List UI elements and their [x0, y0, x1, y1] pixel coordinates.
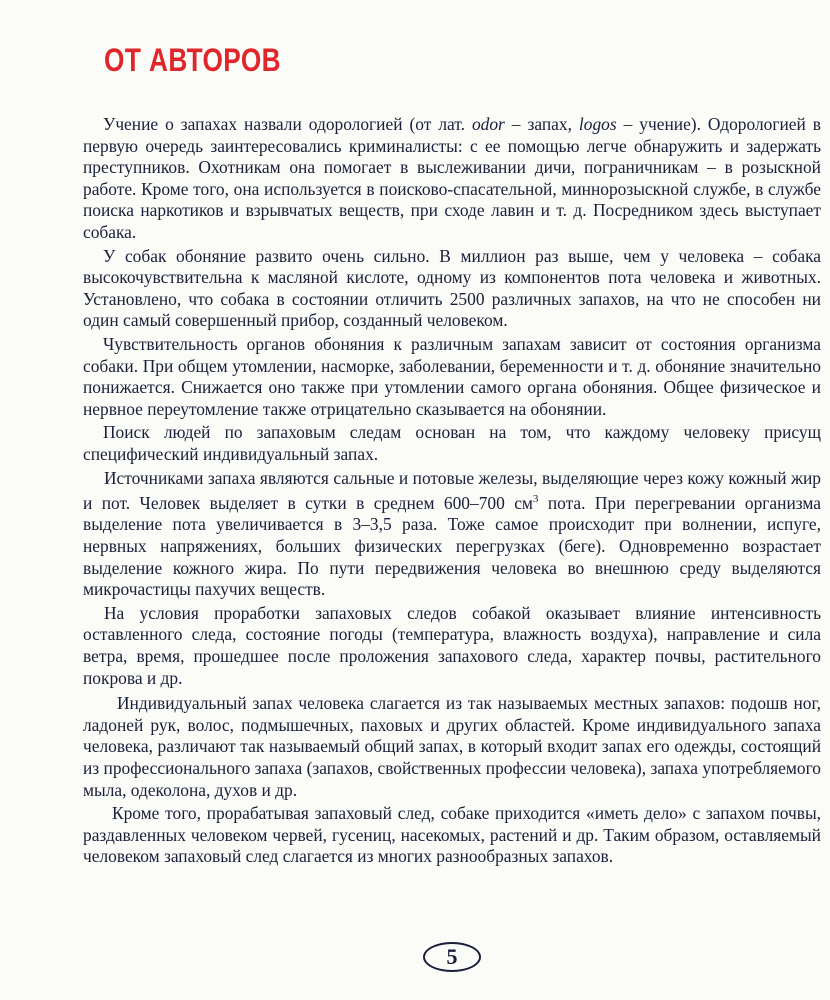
latin-term-odor: odor	[471, 114, 505, 134]
paragraph-6: На условия проработки запаховых следов собакой оказывает влияние интенсивность оставленного следа, состояние погоды (температура, влажность воздуха), направление и сила ветра, время, прошедшее после проложения запахового следа, характер почвы, растительного покрова и др.	[83, 602, 821, 688]
paragraph-5-after: пота. При перегревании организма выделение пота увеличивается в 3–3,5 раза. Тоже самое происходит при волнении, испуге, нервных напряжениях, больших физических перегрузках (беге). Одновременно возрастает выделение кожного жира. По пути передвижения человека во внешнюю среду выделяются микрочастицы пахучих веществ.	[83, 492, 821, 600]
superscript-3: 3	[532, 493, 539, 506]
paragraph-2: У собак обоняние развито очень сильно. В миллион раз выше, чем у человека – собака высокочувствительна к масляной кислоте, одному из компонентов пота человека и животных. Установлено, что собака в состоянии отличить 2500 различных запахов, на что не способен ни один самый совершенный прибор, созданный человеком.	[83, 245, 821, 331]
body-text	[83, 114, 821, 870]
paragraph-5-before: Источниками запаха являются сальные и потовые железы, выделяющие через кожу кожный жир и пот. Человек выделяет в сутки в среднем 600–700 см	[83, 467, 821, 513]
paragraph-3: Чувствительность органов обоняния к различным запахам зависит от состояния организма собаки. При общем утомлении, насморке, заболевании, беременности и т. д. обоняние значительно понижается. Снижается оно также при утомлении самого органа обоняния. Общее физическое и нервное переутомление также отрицательно сказывается на обонянии.	[83, 333, 821, 419]
paragraph-1-middle: – запах,	[504, 114, 579, 134]
paragraph-8: Кроме того, прорабатывая запаховый след, собаке приходится «иметь дело» с запахом почвы, раздавленных человеком червей, гусениц, насекомых, растений и др. Таким образом, оставляемый человеком запаховый след слагается из многих разнообразных запахов.	[83, 803, 821, 867]
paragraph-4: Поиск людей по запаховым следам основан на том, что каждому человеку присущ специфический индивидуальный запах.	[83, 422, 821, 464]
paragraph-5	[83, 468, 821, 601]
page-number-oval	[423, 942, 481, 972]
paragraph-1	[83, 114, 821, 244]
page-title: ОТ АВТОРОВ	[104, 42, 282, 78]
paragraph-1-before: Учение о запахах назвали одорологией (от лат.	[103, 114, 472, 134]
page-number: 5	[446, 944, 458, 969]
paragraph-7: Индивидуальный запах человека слагается из так называемых местных запахов: подошв ног, ладоней рук, волос, подмышечных, паховых и других областей. Кроме индивидуального запаха человека, различают так называемый общий запах, в который входит запах его одежды, состоящий из профессионального запаха (запахов, свойственных профессии человека), запаха употребляемого мыла, одеколона, духов и др.	[83, 693, 821, 800]
paragraph-1-after: – учение). Одорологией в первую очередь заинтересовались криминалисты: с ее помощью легче обнаружить и задержать преступников. Охотникам она помогает в выслеживании дичи, пограничникам – в розыскной работе. Кроме того, она используется в поисково-спасательной, миннорозыскной службе, в службе поиска наркотиков и взрывчатых веществ, при сходе лавин и т. д. Посредником здесь выступает собака.	[83, 114, 821, 242]
latin-term-logos: logos	[578, 114, 617, 134]
